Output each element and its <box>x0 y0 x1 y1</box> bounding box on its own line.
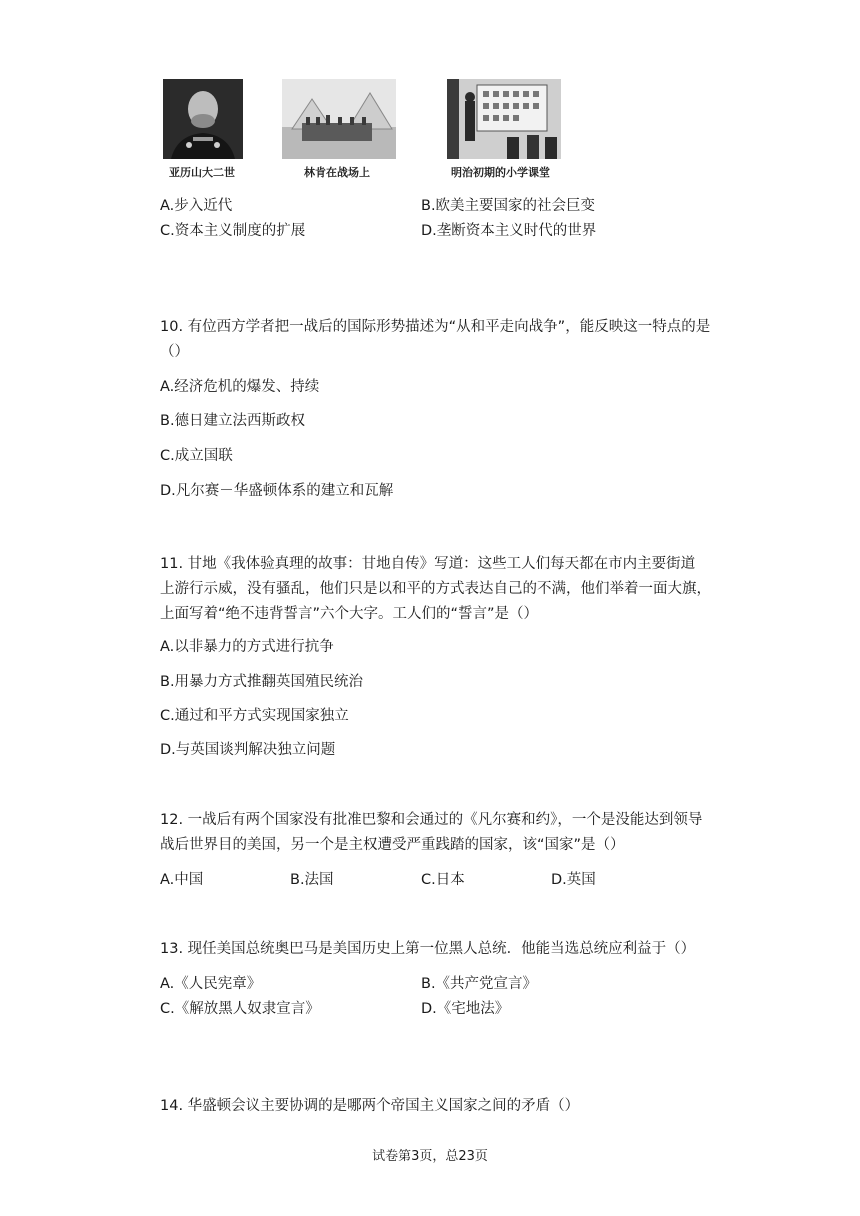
page-footer: 试卷第3页，总23页 <box>372 1149 488 1164</box>
q13-option-a: A.《人民宪章》 <box>160 976 262 992</box>
q13-option-d: D.《宅地法》 <box>421 1001 510 1017</box>
photo-lincoln-battlefield <box>282 79 396 159</box>
q10-option-d: D.凡尔赛－华盛顿体系的建立和瓦解 <box>160 483 394 499</box>
q12-stem-line2: 战后世界目的美国，另一个是主权遭受严重践踏的国家，该“国家”是（） <box>160 837 625 853</box>
q10-stem-line2: （） <box>160 344 189 360</box>
q10-option-b: B.德日建立法西斯政权 <box>160 413 306 429</box>
q12-option-a: A.中国 <box>160 872 204 888</box>
q11-option-a: A.以非暴力的方式进行抗争 <box>160 639 334 655</box>
photo-meiji-classroom <box>447 79 561 159</box>
q11-option-d: D.与英国谈判解决独立问题 <box>160 742 336 758</box>
q11-stem-line1: 11. 甘地《我体验真理的故事：甘地自传》写道：这些工人们每天都在市内主要街道 <box>160 556 696 572</box>
q11-stem-line2: 上游行示威，没有骚乱，他们只是以和平的方式表达自己的不满，他们举着一面大旗， <box>160 581 711 597</box>
q10-option-c: C.成立国联 <box>160 448 233 464</box>
q10-stem-line1: 10. 有位西方学者把一战后的国际形势描述为“从和平走向战争”，能反映这一特点的是 <box>160 319 711 335</box>
photo-alexander-ii <box>163 79 243 159</box>
caption-alexander-ii: 亚历山大二世 <box>169 166 235 179</box>
q9-option-b: B.欧美主要国家的社会巨变 <box>421 198 596 214</box>
q12-option-c: C.日本 <box>421 872 465 888</box>
q13-stem: 13. 现任美国总统奥巴马是美国历史上第一位黑人总统．他能当选总统应利益于（） <box>160 941 696 957</box>
q11-option-b: B.用暴力方式推翻英国殖民统治 <box>160 674 364 690</box>
q12-option-b: B.法国 <box>290 872 334 888</box>
caption-meiji-classroom: 明治初期的小学课堂 <box>451 166 550 179</box>
q13-option-b: B.《共产党宣言》 <box>421 976 538 992</box>
q13-option-c: C.《解放黑人奴隶宣言》 <box>160 1001 320 1017</box>
q9-option-a: A.步入近代 <box>160 198 233 214</box>
q12-stem-line1: 12. 一战后有两个国家没有批准巴黎和会通过的《凡尔赛和约》，一个是没能达到领导 <box>160 812 703 828</box>
q9-option-c: C.资本主义制度的扩展 <box>160 223 306 239</box>
q12-option-d: D.英国 <box>551 872 596 888</box>
caption-lincoln-battlefield: 林肯在战场上 <box>304 166 370 179</box>
q11-option-c: C.通过和平方式实现国家独立 <box>160 708 349 724</box>
q9-option-d: D.垄断资本主义时代的世界 <box>421 223 597 239</box>
q10-option-a: A.经济危机的爆发、持续 <box>160 379 320 395</box>
q11-stem-line3: 上面写着“绝不违背誓言”六个大字。工人们的“誓言”是（） <box>160 606 539 622</box>
q14-stem: 14. 华盛顿会议主要协调的是哪两个帝国主义国家之间的矛盾（） <box>160 1098 580 1114</box>
